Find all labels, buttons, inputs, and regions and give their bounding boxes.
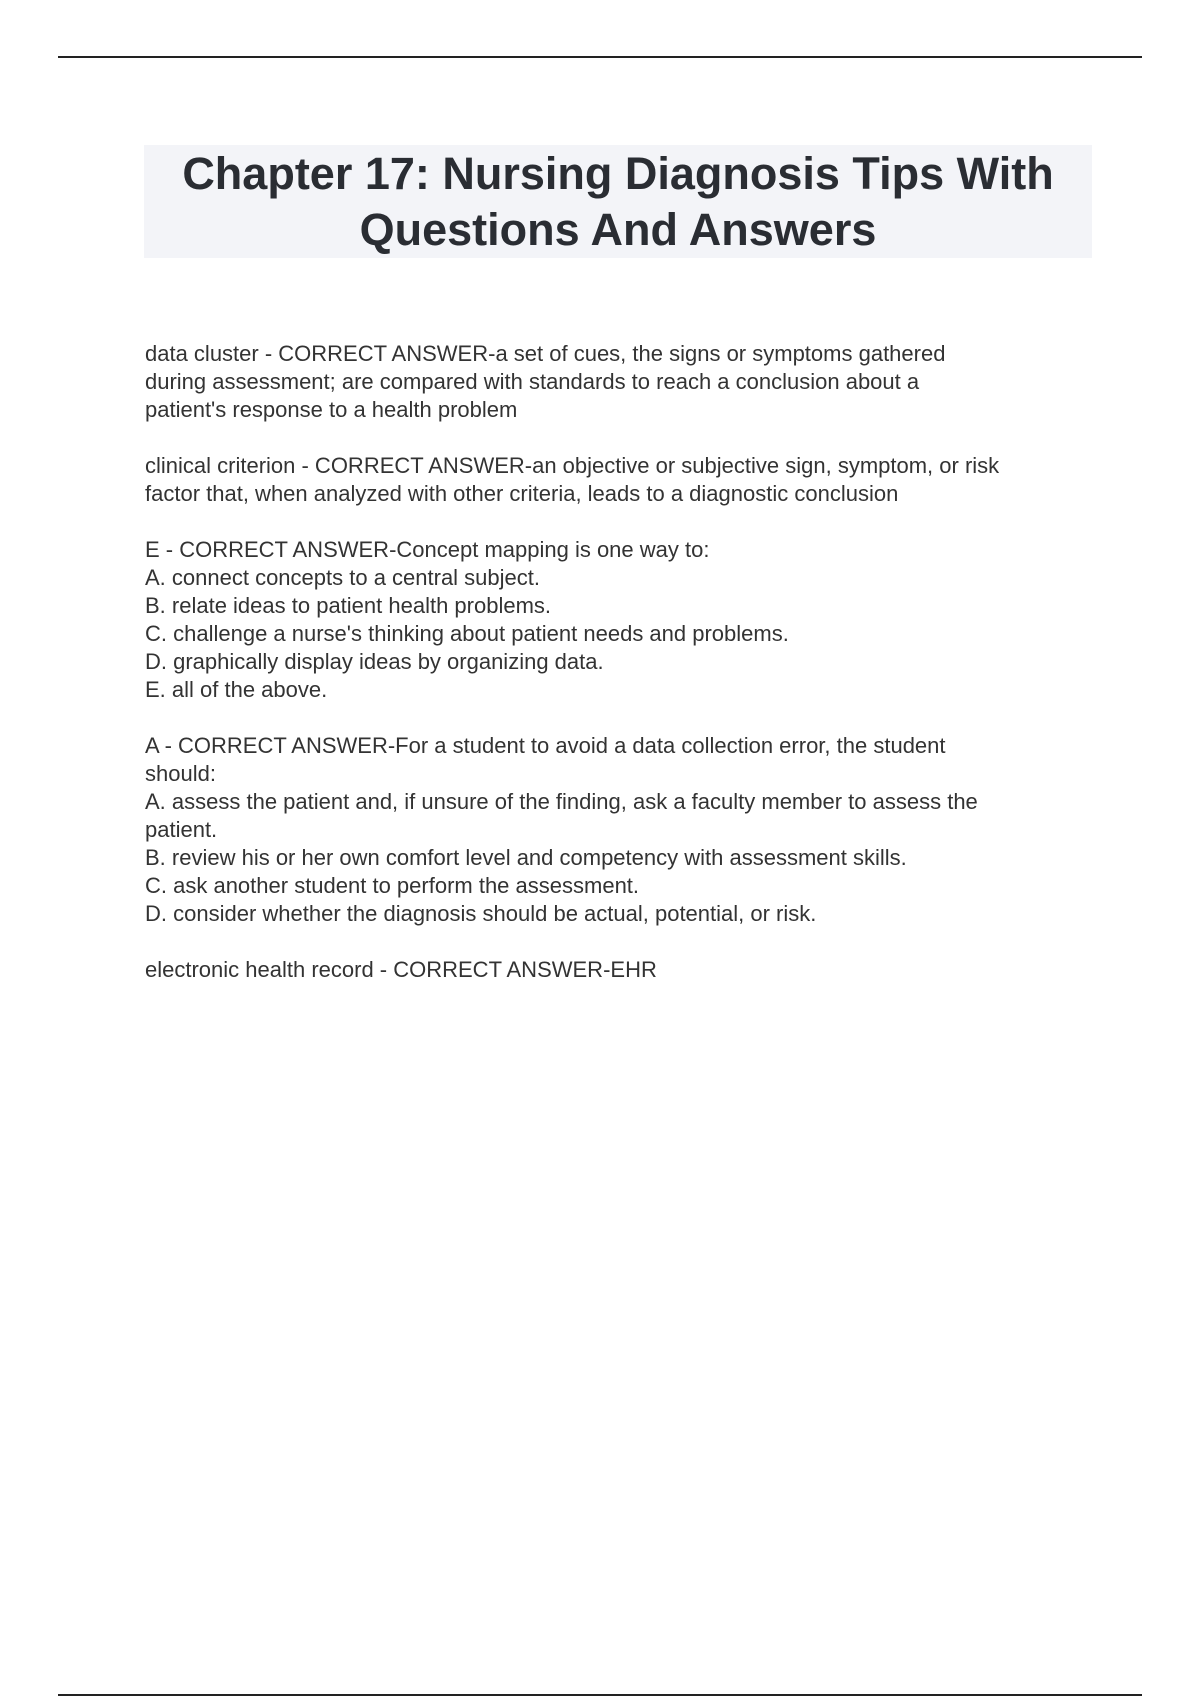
flashcard-electronic-health-record bbox=[145, 956, 1105, 984]
card-option-line: A. connect concepts to a central subject. bbox=[145, 565, 541, 590]
card-text-line: during assessment; are compared with standards to reach a conclusion about a bbox=[145, 369, 920, 394]
card-option-line: D. graphically display ideas by organizing data. bbox=[145, 649, 604, 674]
flashcard-clinical-criterion bbox=[145, 452, 1105, 508]
page-title-line-1: Chapter 17: Nursing Diagnosis Tips With bbox=[182, 147, 1054, 199]
card-text-line: E - CORRECT ANSWER-Concept mapping is one way to: bbox=[145, 537, 710, 562]
card-option-line: B. relate ideas to patient health problems. bbox=[145, 593, 552, 618]
card-option-line: C. ask another student to perform the assessment. bbox=[145, 873, 640, 898]
card-text-line: clinical criterion - CORRECT ANSWER-an objective or subjective sign, symptom, or risk bbox=[145, 453, 1000, 478]
card-text-line: patient's response to a health problem bbox=[145, 397, 518, 422]
bottom-divider bbox=[58, 1694, 1142, 1696]
page-title-line-2: Questions And Answers bbox=[359, 203, 877, 255]
card-text-line: electronic health record - CORRECT ANSWER-EHR bbox=[145, 957, 657, 982]
flashcard-list bbox=[145, 340, 1105, 1012]
flashcard-data-cluster bbox=[145, 340, 1105, 424]
top-divider bbox=[58, 56, 1142, 58]
page-title bbox=[144, 145, 1092, 258]
card-option-line: C. challenge a nurse's thinking about patient needs and problems. bbox=[145, 621, 789, 646]
card-option-line: B. review his or her own comfort level and competency with assessment skills. bbox=[145, 845, 907, 870]
card-option-line: A. assess the patient and, if unsure of the finding, ask a faculty member to assess the bbox=[145, 789, 978, 814]
card-option-line: patient. bbox=[145, 817, 218, 842]
card-text-line: data cluster - CORRECT ANSWER-a set of cues, the signs or symptoms gathered bbox=[145, 341, 946, 366]
flashcard-data-collection-error bbox=[145, 732, 1105, 928]
card-option-line: D. consider whether the diagnosis should be actual, potential, or risk. bbox=[145, 901, 817, 926]
card-text-line: factor that, when analyzed with other criteria, leads to a diagnostic conclusion bbox=[145, 481, 899, 506]
card-text-line: should: bbox=[145, 761, 216, 786]
card-text-line: A - CORRECT ANSWER-For a student to avoid a data collection error, the student bbox=[145, 733, 946, 758]
card-option-line: E. all of the above. bbox=[145, 677, 328, 702]
flashcard-concept-mapping bbox=[145, 536, 1105, 704]
